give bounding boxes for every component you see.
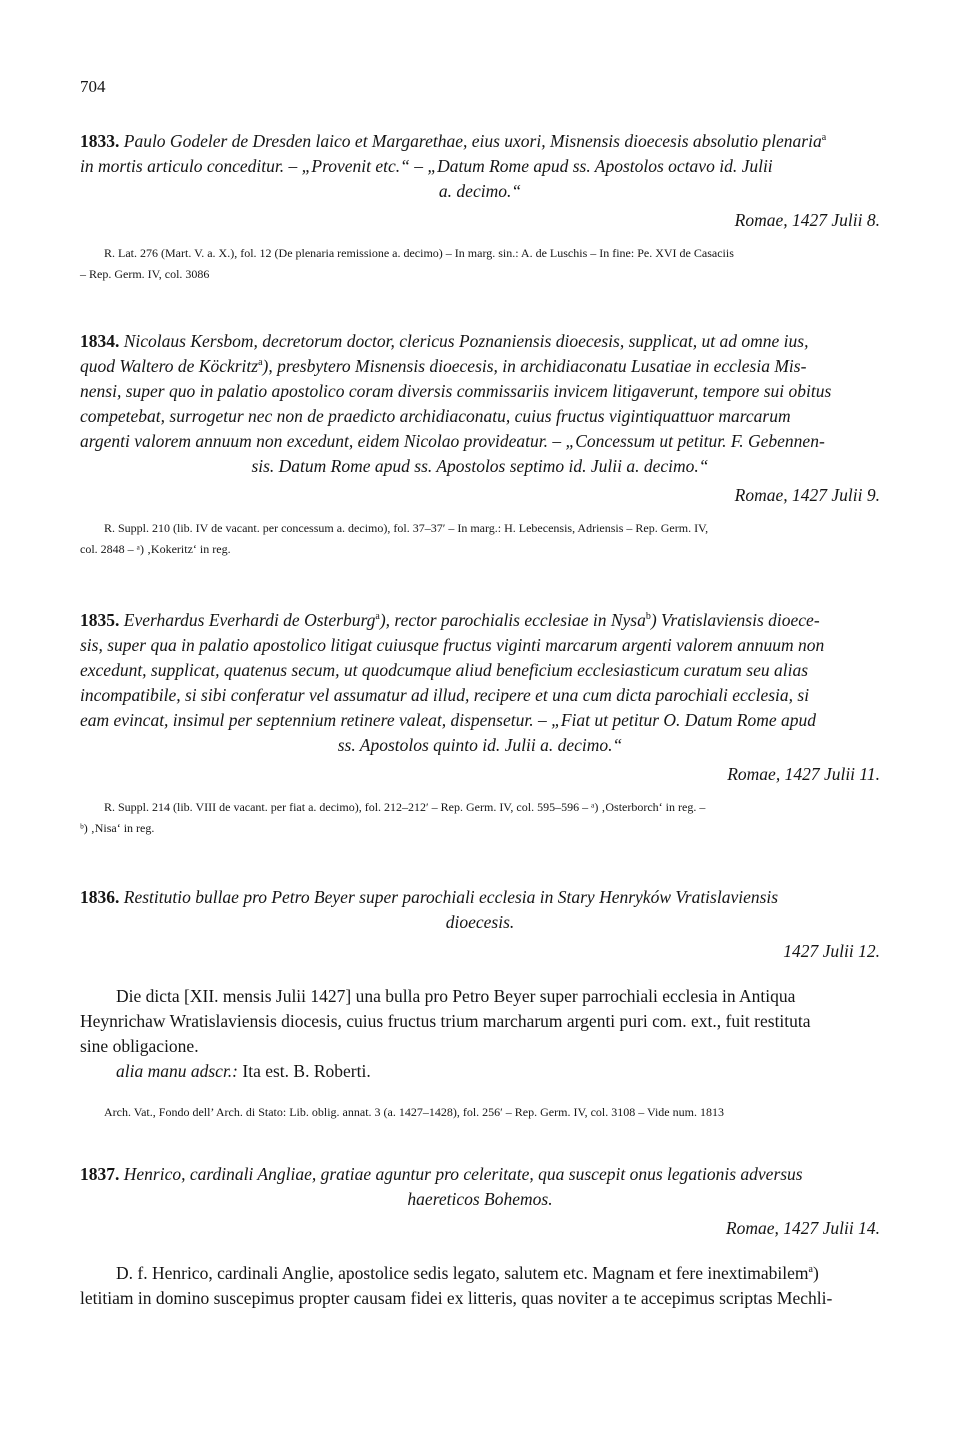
page-number: 704 [80,77,106,96]
document-text: Die dicta [XII. mensis Julii 1427] una bulla pro Petro Beyer super parrochiali ecclesia in Antiqua Heynrichaw Wratislaviensis diocesis, cuius fructus trium marcharum argenti puri com. ext., fuit restituta sine obligacione. alia manu adscr.: Ita est. B. Roberti. [80,986,811,1081]
footnote: R. Lat. 276 (Mart. V. a. X.), fol. 12 (De plenaria remissione a. decimo) – In marg. sin.: A. de Luschis – In fine: Pe. XVI de Casaciis – Rep. Germ. IV, col. 3086 [80,246,734,281]
entry-1836: 1836. Restitutio bullae pro Petro Beyer super parochiali ecclesia in Stary Henryków Vratislaviensis dioecesis. 1427 Julii 12. Die dicta [XII. mensis Julii 1427] una bulla pro Petro Beyer super parrochiali ecclesia in Antiqua Heynrichaw Wratislaviensis diocesis, cuius fructus trium marcharum argenti puri com. ext., fuit restituta sine obligacione. alia manu adscr.: Ita est. B. Roberti. Arch. Vat., Fondo dell’ Arch. di Stato: Lib. oblig. annat. 3 (a. 1427–1428), fol. 256′ – Rep. Germ. IV, col. 3108 – Vide num. 1813 [80,885,880,1123]
entry-number: 1836. [80,887,120,907]
entry-number: 1835. [80,610,120,630]
entry-number: 1833. [80,131,120,151]
entry-1833: 1833. Paulo Godeler de Dresden laico et Margarethae, eius uxori, Misnensis dioecesis absolutio plenaria$^a$ in mortis articulo conceditur. – „Provenit etc.“ – „Datum Rome apud ss. Apostolos octavo id. Julii a. decimo.“ Romae, 1427 Julii 8. R. Lat. 276 (Mart. V. a. X.), fol. 12 (De plenaria remissione a. decimo) – In marg. sin.: A. de Luschis – In fine: Pe. XVI de Casaciis – Rep. Germ. IV, col. 3086 [80,129,880,285]
entry-date: Romae, 1427 Julii 8. [734,210,880,230]
entry-1834: 1834. Nicolaus Kersbom, decretorum doctor, clericus Poznaniensis dioecesis, supplicat, ut ad omne ius, quod Waltero de Köckritz$^a$), presbytero Misnensis dioecesis, in archidiaconatu Lusatiae in ecclesia Mis- nensi, super quo in palatio apostolico coram diversis commissariis invicem litigaverunt, tempore sui obitus competebat, surrogetur nec non de praedicto archidiaconatu, cuius fructus vigintiquattuor marcarum argenti valorem annuum non excedunt, eidem Nicolao provideatur. – „Concessum ut petitur. F. Gebennen- sis. Datum Rome apud ss. Apostolos septimo id. Julii a. decimo.“ Romae, 1427 Julii 9. R. Suppl. 210 (lib. IV de vacant. per concessum a. decimo), fol. 37–37′ – In marg.: H. Lebecensis, Adriensis – Rep. Germ. IV, col. 2848 – ᵃ) ‚Kokeritz‘ in reg. [80,329,880,560]
entry-date: 1427 Julii 12. [783,941,880,961]
entry-heading: 1834. Nicolaus Kersbom, decretorum doctor, clericus Poznaniensis dioecesis, supplicat, ut ad omne ius, quod Waltero de Köckritz$^a$), presbytero Misnensis dioecesis, in archidiaconatu Lusatiae in ecclesia Mis- nensi, super quo in palatio apostolico coram diversis commissariis invicem litigaverunt, tempore sui obitus competebat, surrogetur nec non de praedicto archidiaconatu, cuius fructus vigintiquattuor marcarum argenti valorem annuum non excedunt, eidem Nicolao provideatur. – „Concessum ut petitur. F. Gebennen- [80,331,832,451]
entry-1835: 1835. Everhardus Everhardi de Osterburg$^a$), rector parochialis ecclesiae in Nysa$^b$) Vratislaviensis dioece- sis, super qua in palatio apostolico litigat cuiusque fructus viginti marcarum argenti valorem annuum non excedunt, supplicat, quatenus secum, ut quodcumque aliud beneficium ecclesiasticum curatum seu alias incompatibile, si sibi conferatur vel assumatur ad illud, recipere et una cum dicta parochiali ecclesia, si eam evincat, insimul per septennium retinere valeat, dispensetur. – „Fiat ut petitur O. Datum Rome apud ss. Apostolos quinto id. Julii a. decimo.“ Romae, 1427 Julii 11. R. Suppl. 214 (lib. VIII de vacant. per fiat a. decimo), fol. 212–212′ – Rep. Germ. IV, col. 595–596 – ᵃ) ‚Osterborch‘ in reg. – ᵇ) ‚Nisa‘ in reg. [80,608,880,839]
entry-date: Romae, 1427 Julii 11. [727,764,880,784]
footnote: Arch. Vat., Fondo dell’ Arch. di Stato: Lib. oblig. annat. 3 (a. 1427–1428), fol. 256′ – Rep. Germ. IV, col. 3108 – Vide num. 1813 [104,1105,724,1119]
entry-1837: 1837. Henrico, cardinali Angliae, gratiae aguntur pro celeritate, qua suscepit onus legationis adversus haereticos Bohemos. Romae, 1427 Julii 14. D. f. Henrico, cardinali Anglie, apostolice sedis legato, salutem etc. Magnam et fere inextimabilem$^a$) letitiam in domino suscepimus propter causam fidei ex litteris, quas noviter a te accepimus scriptas Mechli- [80,1162,880,1311]
document-text: D. f. Henrico, cardinali Anglie, apostolice sedis legato, salutem etc. Magnam et fere inextimabilem$^a$) letitiam in domino suscepimus propter causam fidei ex litteris, quas noviter a te accepimus scriptas Mechli- [80,1263,833,1308]
footnote: R. Suppl. 210 (lib. IV de vacant. per concessum a. decimo), fol. 37–37′ – In marg.: H. Lebecensis, Adriensis – Rep. Germ. IV, col. 2848 – ᵃ) ‚Kokeritz‘ in reg. [80,521,709,556]
entry-number: 1837. [80,1164,120,1184]
entry-heading: 1833. Paulo Godeler de Dresden laico et Margarethae, eius uxori, Misnensis dioecesis absolutio plenaria$^a$ in mortis articulo conceditur. – „Provenit etc.“ – „Datum Rome apud ss. Apostolos octavo id. Julii [80,131,827,176]
entry-heading: 1835. Everhardus Everhardi de Osterburg$^a$), rector parochialis ecclesiae in Nysa$^b$) Vratislaviensis dioece- sis, super qua in palatio apostolico litigat cuiusque fructus viginti marcarum argenti valorem annuum non excedunt, supplicat, quatenus secum, ut quodcumque aliud beneficium ecclesiasticum curatum seu alias incompatibile, si sibi conferatur vel assumatur ad illud, recipere et una cum dicta parochiali ecclesia, si eam evincat, insimul per septennium retinere valeat, dispensetur. – „Fiat ut petitur O. Datum Rome apud [80,610,825,730]
entry-date: Romae, 1427 Julii 9. [734,485,880,505]
entry-number: 1834. [80,331,120,351]
entry-heading: 1836. Restitutio bullae pro Petro Beyer super parochiali ecclesia in Stary Henryków Vratislaviensis [80,887,779,907]
footnote: R. Suppl. 214 (lib. VIII de vacant. per fiat a. decimo), fol. 212–212′ – Rep. Germ. IV, col. 595–596 – ᵃ) ‚Osterborch‘ in reg. – ᵇ) ‚Nisa‘ in reg. [80,800,706,835]
entry-heading: 1837. Henrico, cardinali Angliae, gratiae aguntur pro celeritate, qua suscepit onus legationis adversus [80,1164,803,1184]
entry-date: Romae, 1427 Julii 14. [725,1218,880,1238]
